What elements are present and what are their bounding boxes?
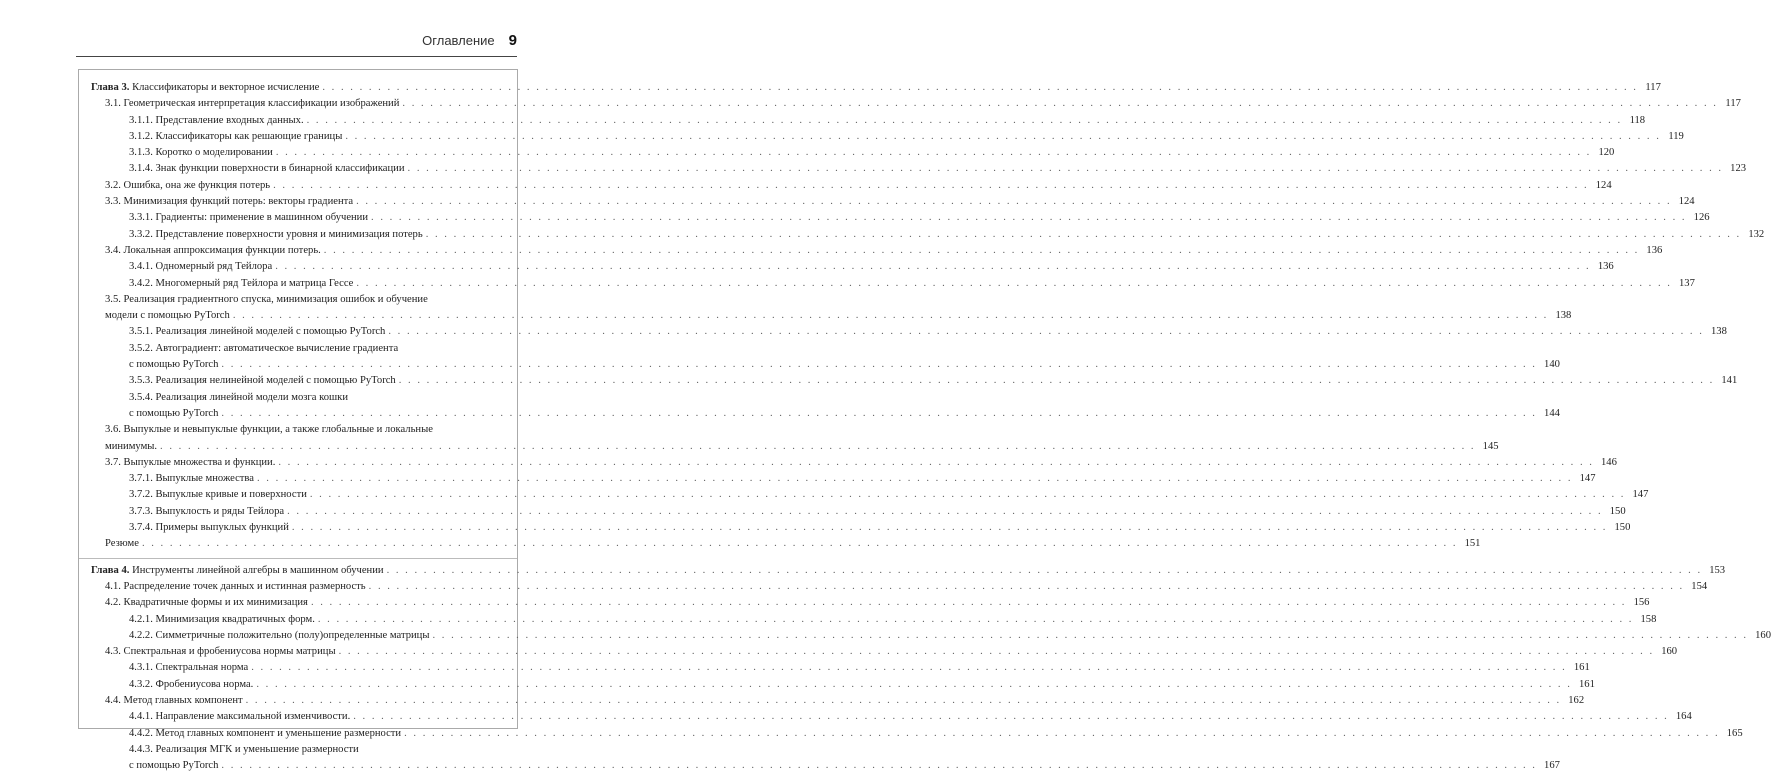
entry-title: 4.1. Распределение точек данных и истинная размерность [105,580,366,592]
entry-title: 3.3.2. Представление поверхности уровня и минимизация потерь [129,228,423,240]
entry-title-line1: 3.5. Реализация градиентного спуска, минимизация ошибок и обучение [105,293,428,305]
entry-page: 137 [1679,277,1695,289]
entry-title: 4.3. Спектральная и фробениусова нормы матрицы [105,646,336,658]
entry-page: 147 [1632,489,1649,501]
entry-page: 156 [1633,597,1650,609]
dot-leader [353,709,1669,725]
entry-title: 3.7. Выпуклые множества и функции. [105,456,276,468]
entry-page: 161 [1578,678,1595,690]
entry-title-line2: модели с помощью PyTorch [105,310,230,322]
entry-page: 136 [1646,244,1663,256]
entry-page: 154 [1691,580,1708,592]
entry-page: 117 [1725,98,1741,110]
dot-leader [307,113,1623,129]
chapter-4-label: Глава 4. [91,564,130,576]
toc-entry-4-3-1[interactable] [91,660,1590,676]
entry-title-line1: 4.4.3. Реализация МГК и уменьшение размерности [129,743,359,755]
entry-title-line1: 3.6. Выпуклые и невыпуклые функции, а также глобальные и локальные [105,424,433,436]
toc-entry-4-4-3[interactable] [91,742,1560,774]
dot-leader [339,644,1655,660]
entry-title: 3.7.1. Выпуклые множества [129,473,254,485]
entry-page: 164 [1675,711,1692,723]
entry-page: 138 [1555,310,1572,322]
entry-page: 167 [1544,760,1560,772]
toc-entry-3-1-1[interactable] [91,113,1646,129]
toc-entry-3-3-1[interactable] [91,210,1710,226]
toc-entry-4-4-2[interactable] [91,726,1743,742]
toc-entry-3-4-2[interactable] [91,276,1695,292]
entry-page: 161 [1573,662,1590,674]
entry-title: 3.3. Минимизация функций потерь: векторы градиента [105,196,354,208]
chapter-separator [79,558,517,559]
dot-leader [399,373,1715,389]
entry-title: 3.5.1. Реализация линейной моделей с помощью PyTorch [129,326,386,338]
entry-page: 144 [1544,407,1560,419]
dot-leader [404,726,1720,742]
entry-title-line2: с помощью PyTorch [129,407,219,419]
entry-title-line2: минимумы. [105,440,158,452]
entry-title: 4.3.2. Фробениусова норма. [129,678,254,690]
dot-leader [388,324,1704,340]
entry-title: 3.3.1. Градиенты: применение в машинном обучении [129,212,369,224]
entry-title: 4.2.1. Минимизация квадратичных форм. [129,613,315,625]
dot-leader [233,308,1549,324]
toc-entry-4-2-1[interactable] [91,612,1657,628]
toc-entry-4-2[interactable] [91,595,1650,611]
entry-title: 3.7.4. Примеры выпуклых функций [129,522,289,534]
toc-frame [78,69,1771,772]
dot-leader [287,504,1603,520]
toc-entry-3-1-4[interactable] [91,161,1747,177]
table-of-contents [91,80,1771,774]
toc-entry-3-4[interactable] [91,243,1663,259]
entry-page: 124 [1595,179,1612,191]
entry-page: 119 [1668,130,1684,142]
entry-page: 150 [1614,522,1631,534]
entry-page: 145 [1482,440,1499,452]
entry-page: 160 [1661,646,1678,658]
header-page-number: 9 [508,32,517,49]
running-header [76,32,517,54]
toc-entry-3-5-1[interactable] [91,324,1727,340]
dot-leader [276,145,1592,161]
chapter-3-page: 117 [1645,82,1661,93]
entry-title-line2: с помощью PyTorch [129,359,219,371]
toc-entry-3-7-4[interactable] [91,520,1631,536]
dot-leader [408,161,1724,177]
entry-title: 4.4.2. Метод главных компонент и уменьшение размерности [129,727,402,739]
toc-entry-4-3-2[interactable] [91,677,1595,693]
header-section-title: Оглавление [422,33,495,48]
entry-title: 4.4. Метод главных компонент [105,694,243,706]
entry-page: 147 [1579,473,1596,485]
toc-entry-3-5-2[interactable] [91,341,1560,374]
entry-title: 3.1.3. Коротко о моделировании [129,147,273,159]
entry-title: 3.4. Локальная аппроксимация функции потерь. [105,244,321,256]
entry-page: 165 [1726,727,1743,739]
dot-leader [221,758,1537,774]
dot-leader [402,96,1718,112]
entry-page: 150 [1609,505,1626,517]
entry-title: 4.3.1. Спектральная норма [129,662,249,674]
toc-entry-3-2[interactable] [91,178,1612,194]
entry-page: 146 [1601,456,1617,468]
entry-title: 4.4.1. Направление максимальной изменчивости. [129,711,351,723]
toc-chapter-3[interactable] [91,80,1661,96]
entry-title: 3.1.2. Классификаторы как решающие границы [129,130,343,142]
dot-leader [345,129,1661,145]
toc-entry-4-1[interactable] [91,579,1708,595]
entry-page: 120 [1598,147,1615,159]
toc-entry-3-4-1[interactable] [91,259,1614,275]
dot-leader [257,471,1573,487]
toc-entry-3-1-3[interactable] [91,145,1615,161]
toc-entry-3-3[interactable] [91,194,1695,210]
chapter-4-page: 153 [1709,564,1726,576]
entry-title: 3.5.3. Реализация нелинейной моделей с помощью PyTorch [129,375,396,387]
dot-leader [246,693,1562,709]
dot-leader [221,357,1537,373]
entry-title: 4.2. Квадратичные формы и их минимизация [105,597,308,609]
entry-title-line1: 3.5.2. Автоградиент: автоматическое вычисление градиента [129,342,399,354]
entry-title: 3.1.4. Знак функции поверхности в бинарной классификации [129,163,405,175]
dot-leader [324,243,1640,259]
dot-leader [221,406,1537,422]
dot-leader [251,660,1567,676]
toc-entry-3-5-4[interactable] [91,390,1560,423]
chapter-3-title: Классификаторы и векторное исчисление [132,82,320,93]
dot-leader [426,227,1742,243]
entry-title: 4.2.2. Симметричные положительно (полу)определенные матрицы [129,629,430,641]
dot-leader [318,612,1634,628]
entry-page: 141 [1721,375,1738,387]
entry-page: 136 [1597,261,1614,273]
toc-entry-3-3-2[interactable] [91,227,1765,243]
dot-leader [275,259,1591,275]
chapter-3-label: Глава 3. [91,82,130,93]
entry-page: 138 [1710,326,1727,338]
dot-leader [322,80,1638,96]
entry-page: 162 [1568,694,1585,706]
entry-title: 3.7.2. Выпуклые кривые и поверхности [129,489,307,501]
dot-leader [292,520,1608,536]
entry-page: 123 [1730,163,1747,175]
dot-leader [142,536,1458,552]
dot-leader [369,579,1685,595]
entry-page: 151 [1464,538,1481,550]
toc-entry-3-1[interactable] [91,96,1741,112]
toc-entry-3-7[interactable] [91,455,1617,471]
entry-page: 118 [1629,114,1646,126]
header-rule [76,56,517,57]
toc-entry-4-4[interactable] [91,693,1585,709]
entry-title-line2: с помощью PyTorch [129,760,219,772]
toc-entry-3-7-1[interactable] [91,471,1596,487]
entry-title: 3.1.1. Представление входных данных. [129,114,304,126]
dot-leader [432,628,1748,644]
chapter-3-heading [91,80,319,96]
toc-entry-3-5[interactable] [91,292,1572,325]
dot-leader [387,563,1703,579]
toc-entry-summary[interactable] [91,536,1481,552]
entry-title-line1: 3.5.4. Реализация линейной модели мозга кошки [129,391,348,403]
entry-page: 160 [1755,629,1771,641]
entry-title: 3.4.1. Одномерный ряд Тейлора [129,261,273,273]
dot-leader [310,487,1626,503]
entry-page: 140 [1544,359,1560,371]
toc-entry-3-7-2[interactable] [91,487,1649,503]
chapter-4-heading [91,563,384,579]
toc-entry-4-4-1[interactable] [91,709,1692,725]
entry-title: 3.1. Геометрическая интерпретация классификации изображений [105,98,400,110]
toc-chapter-4[interactable] [91,563,1726,579]
toc-entry-3-6[interactable] [91,422,1499,455]
dot-leader [256,677,1572,693]
dot-leader [311,595,1627,611]
entry-page: 126 [1693,212,1710,224]
toc-entry-4-3[interactable] [91,644,1678,660]
dot-leader [160,439,1476,455]
entry-title: 3.4.2. Многомерный ряд Тейлора и матрица Гессе [129,277,354,289]
dot-leader [356,276,1672,292]
dot-leader [356,194,1672,210]
dot-leader [273,178,1589,194]
dot-leader [278,455,1594,471]
entry-title: 3.7.3. Выпуклость и ряды Тейлора [129,505,285,517]
toc-entry-3-1-2[interactable] [91,129,1684,145]
entry-page: 124 [1678,196,1695,208]
dot-leader [371,210,1687,226]
toc-entry-3-7-3[interactable] [91,504,1626,520]
entry-page: 132 [1748,228,1765,240]
toc-entry-4-2-2[interactable] [91,628,1771,644]
entry-page: 158 [1640,613,1657,625]
entry-title: Резюме [105,538,139,550]
toc-entry-3-5-3[interactable] [91,373,1738,389]
chapter-4-title: Инструменты линейной алгебры в машинном обучении [132,564,384,576]
entry-title: 3.2. Ошибка, она же функция потерь [105,179,271,191]
